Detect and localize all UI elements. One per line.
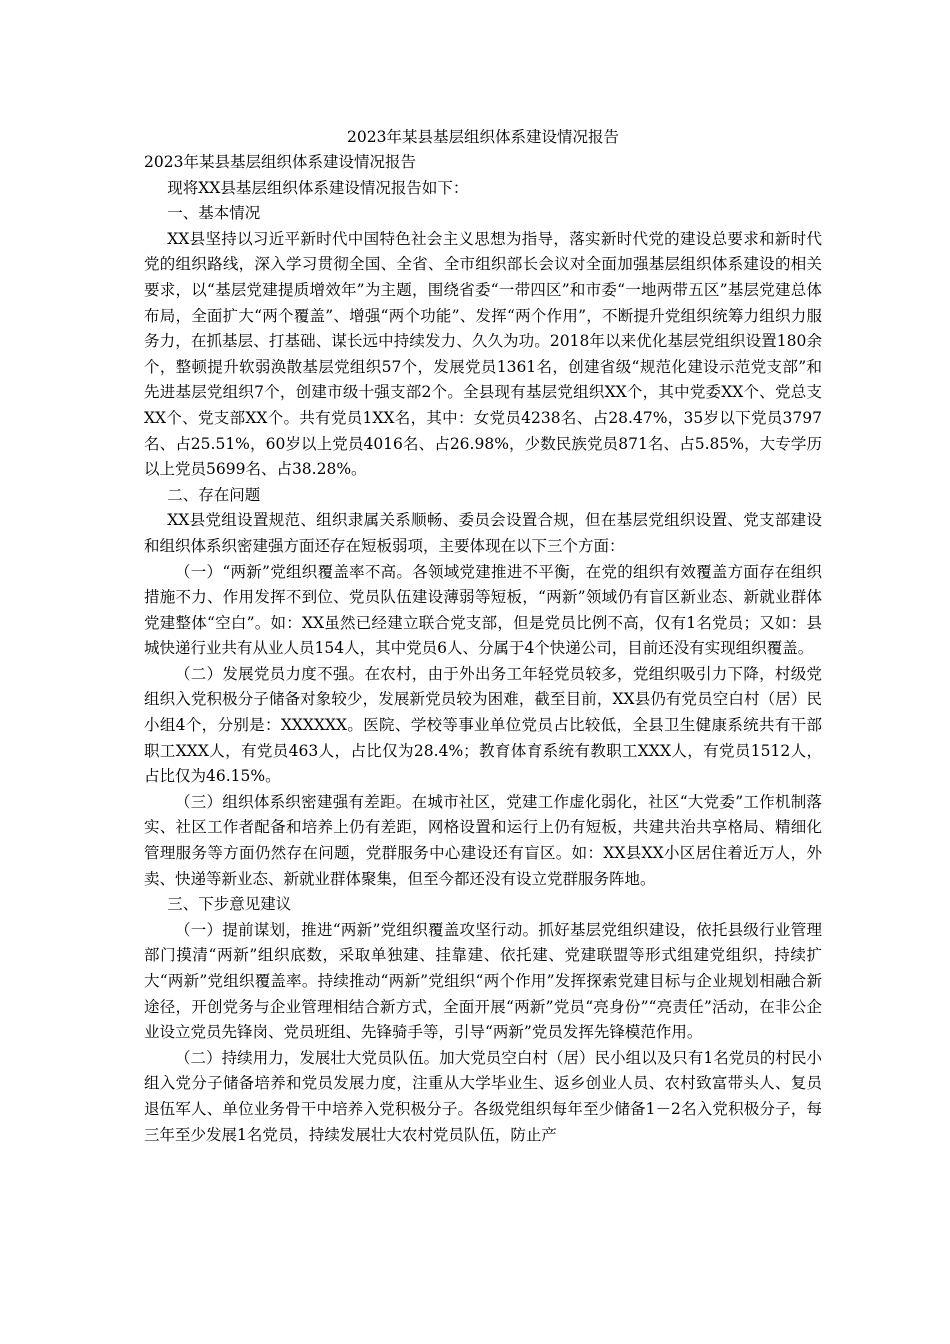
section-heading-basic: 一、基本情况: [167, 204, 261, 223]
paragraph-suggestion-2: （二）持续用力，发展壮大党员队伍。加大党员空白村（居）民小组以及只有1名党员的村民小组入党分子储备培养和党员发展力度，注重从大学毕业生、返乡创业人员、农村致富带头人、复员退伍军人、单位业务骨干中培养入党积极分子。各级党组织每年至少储备1－2名入党积极分子，每三年至少发展1名党员，持续发展壮大农村党员队伍，防止产: [144, 1048, 822, 1144]
paragraph-problem-3: （三）组织体系织密建强有差距。在城市社区，党建工作虚化弱化，社区“大党委”工作机制落实、社区工作者配备和培养上仍有差距，网格设置和运行上仍有短板，共建共治共享格局、精细化管理服务等方面仍然存在问题，党群服务中心建设还有盲区。如：XX县XX小区居住着近万人，外卖、快递等新业态、新就业群体聚集，但至今都还没有设立党群服务阵地。: [144, 792, 822, 888]
document-title: 2023年某县基层组织体系建设情况报告: [347, 128, 619, 146]
paragraph-suggestion-1: （一）提前谋划，推进“两新”党组织覆盖攻坚行动。抓好基层党组织建设，依托县级行业管理部门摸清“两新”组织底数，采取单独建、挂靠建、依托建、党建联盟等形式组建党组织，持续扩大“两新”党组织覆盖率。持续推动“两新”党组织“两个作用”发挥探索党建目标与企业规划相融合新途径，开创党务与企业管理相结合新方式，全面开展“两新”党员“亮身份”“亮责任”活动，在非公企业设立党员先锋岗、党员班组、先锋骑手等，引导“两新”党员发挥先锋模范作用。: [144, 920, 822, 1042]
section-heading-suggestions: 三、下步意见建议: [167, 895, 292, 914]
paragraph-problem-1: （一）“两新”党组织覆盖率不高。各领域党建推进不平衡，在党的组织有效覆盖方面存在组织措施不力、作用发挥不到位、党员队伍建设薄弱等短板，“两新”领域仍有盲区新业态、新就业群体党建整体“空白”。如：XX虽然已经建立联合党支部，但是党员比例不高，仅有1名党员；又如：县城快递行业共有从业人员154人，其中党员6人、分属于4个快递公司，目前还没有实现组织覆盖。: [144, 562, 822, 658]
paragraph-problem-2: （二）发展党员力度不强。在农村，由于外出务工年轻党员较多，党组织吸引力下降，村级党组织入党积极分子储备对象较少，发展新党员较为困难，截至目前，XX县仍有党员空白村（居）民小组4个，分别是：XXXXXX。医院、学校等事业单位党员占比较低，全县卫生健康系统共有干部职工XXX人，有党员463人，占比仅为28.4%；教育体育系统有教职工XXX人，有党员1512人，占比仅为46.15%。: [144, 664, 822, 786]
paragraph-problems-overview: XX县党组设置规范、组织隶属关系顺畅、委员会设置合规，但在基层党组织设置、党支部建设和组织体系织密建强方面还存在短板弱项，主要体现在以下三个方面：: [144, 511, 822, 555]
document-subtitle: 2023年某县基层组织体系建设情况报告: [144, 153, 416, 171]
section-heading-problems: 二、存在问题: [167, 485, 261, 504]
intro-paragraph: 现将XX县基层组织体系建设情况报告如下：: [167, 178, 469, 197]
paragraph-basic-situation: XX县坚持以习近平新时代中国特色社会主义思想为指导，落实新时代党的建设总要求和新时代党的组织路线，深入学习贯彻全国、全省、全市组织部长会议对全面加强基层组织体系建设的相关要求，以“基层党建提质增效年”为主题，围绕省委“一带四区”和市委“一地两带五区”基层党建总体布局，全面扩大“两个覆盖”、增强“两个功能”、发挥“两个作用”，不断提升党组织统筹力组织力服务力，在抓基层、打基础、谋长远中持续发力、久久为功。2018年以来优化基层党组织设置180余个，整顿提升软弱涣散基层党组织57个，发展党员1361名，创建省级“规范化建设示范党支部”和先进基层党组织7个，创建市级十强支部2个。全县现有基层党组织XX个，其中党委XX个、党总支XX个、党支部XX个。共有党员1XX名，其中：女党员4238名、占28.47%，35岁以下党员3797名、占25.51%，60岁以上党员4016名、占26.98%，少数民族党员871名、占5.85%，大专学历以上党员5699名、占38.28%。: [144, 229, 822, 479]
